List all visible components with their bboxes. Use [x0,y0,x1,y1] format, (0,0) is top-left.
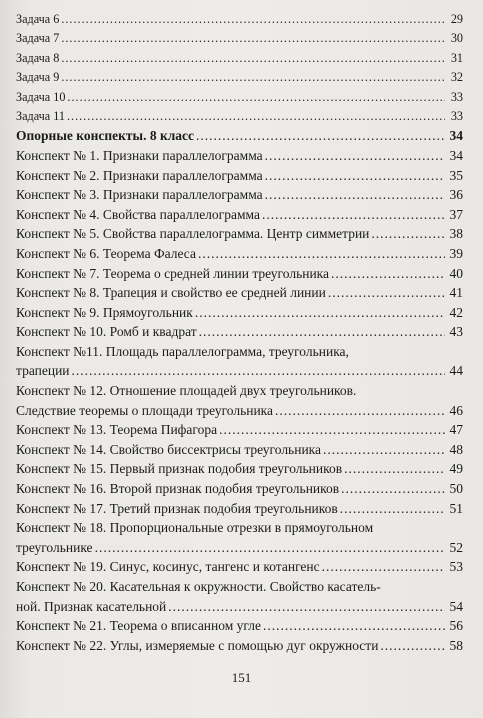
toc-entry-page: 36 [449,187,463,203]
toc-entry-multiline [16,577,463,616]
dot-leader [199,322,445,342]
toc-entry [16,205,463,225]
toc-entry-title: Конспект № 2. Признаки параллелограмма [16,167,263,183]
toc-entry-title: Конспект № 8. Трапеция и свойство ее средней линии [16,285,326,301]
toc-entry-title-line2: треугольнике [16,539,93,555]
toc-entry [16,185,463,205]
toc-entry-page: 50 [449,481,463,497]
table-of-contents [16,10,463,655]
toc-entry-title: Конспект № 6. Теорема Фалеса [16,245,196,261]
toc-entry [16,420,463,440]
toc-entry-title: Конспект № 17. Третий признак подобия треугольников [16,500,338,516]
toc-entry-title: Задача 8 [16,50,60,65]
page-number: 151 [231,670,252,685]
toc-entry-title: Конспект № 7. Теорема о средней линии треугольника [16,265,330,281]
dot-leader [331,264,445,284]
toc-entry-title-line2: ной. Признак касательной [16,598,167,614]
toc-entry-title: Конспект № 1. Признаки параллелограмма [16,147,263,163]
toc-entry-page: 56 [449,618,463,634]
toc-entry-page: 38 [449,226,463,242]
toc-entry [16,264,463,284]
toc-entry-title: Конспект № 3. Признаки параллелограмма [16,187,263,203]
toc-entry [16,10,463,29]
toc-entry-page: 37 [449,206,463,222]
dot-leader [195,303,445,323]
dot-leader [265,185,445,205]
toc-entry [16,499,463,519]
dot-leader [72,361,445,381]
toc-entry-title: Задача 9 [16,70,60,85]
toc-entry-page: 41 [449,285,463,301]
toc-entry [16,303,463,323]
dot-leader [168,597,445,617]
dot-leader [61,29,445,48]
dot-leader [198,244,445,264]
toc-entry-title-line2: Следствие теоремы о площади треугольника [16,402,274,418]
dot-leader [341,479,445,499]
toc-entry-multiline [16,381,463,420]
dot-leader [265,166,445,186]
section-page: 34 [449,128,463,144]
toc-entry-page: 33 [450,108,463,123]
toc-entry [16,29,463,48]
toc-entry-title: Конспект № 5. Свойства параллелограмма. Центр симметрии [16,226,370,242]
dot-leader [328,283,445,303]
dot-leader [219,420,445,440]
toc-entry [16,283,463,303]
toc-entry-page: 31 [450,50,463,65]
toc-entry [16,440,463,460]
toc-entry-page: 34 [449,147,463,163]
dot-leader [265,146,445,166]
toc-entry-title-line1: Конспект № 18. Пропорциональные отрезки в прямоугольном [16,520,374,536]
toc-entry [16,244,463,264]
toc-entry-title: Конспект № 15. Первый признак подобия треугольников [16,461,343,477]
toc-entry [16,322,463,342]
dot-leader [61,10,445,29]
toc-entry [16,107,463,126]
toc-entry-title: Задача 10 [16,89,66,104]
toc-entry [16,68,463,87]
section-title: Опорные конспекты. 8 класс [16,128,195,144]
toc-entry-title: Задача 11 [16,108,65,123]
toc-entry-multiline [16,342,463,381]
toc-entry [16,636,463,656]
toc-entry-page: 32 [450,70,463,85]
toc-entry-page: 44 [449,363,463,379]
dot-leader [95,538,445,558]
toc-entry [16,557,463,577]
toc-entry-page: 35 [449,167,463,183]
toc-entry [16,146,463,166]
toc-entry-title: Конспект № 4. Свойства параллелограмма [16,206,260,222]
dot-leader [340,499,445,519]
dot-leader [323,440,445,460]
toc-entry-page: 30 [450,31,463,46]
toc-entry-page: 42 [449,304,463,320]
toc-entry-multiline [16,518,463,557]
toc-entry-title: Конспект № 22. Углы, измеряемые с помощью дуг окружности [16,637,379,653]
toc-entry-page: 49 [449,461,463,477]
toc-entry-title: Задача 7 [16,31,60,46]
toc-entry-page: 29 [450,12,463,26]
toc-entry [16,459,463,479]
dot-leader [67,88,445,107]
dot-leader [67,107,445,126]
toc-entry-title: Конспект № 9. Прямоугольник [16,304,193,320]
toc-entry-title: Задача 6 [16,12,60,26]
toc-entry-page: 51 [449,500,463,516]
toc-entry-page: 39 [449,245,463,261]
toc-entry [16,479,463,499]
toc-entry [16,49,463,68]
toc-entry-title-line1: Конспект № 20. Касательная к окружности. Свойство касатель- [16,579,381,594]
toc-entry-page: 52 [449,539,463,555]
toc-entry-page: 54 [449,598,463,614]
toc-entry-title-line1: Конспект №11. Площадь параллелограмма, треугольника, [16,343,349,359]
toc-entry-page: 53 [449,559,463,575]
toc-entry-title: Конспект № 10. Ромб и квадрат [16,324,197,340]
toc-entry-page: 48 [449,441,463,457]
toc-section-heading [16,126,463,146]
toc-entry-title: Конспект № 16. Второй признак подобия треугольников [16,481,340,497]
toc-entry [16,224,463,244]
toc-entry [16,166,463,186]
dot-leader [275,401,445,421]
toc-entry-title: Конспект № 21. Теорема о вписанном угле [16,618,261,634]
toc-entry-page: 40 [449,265,463,281]
dot-leader [61,68,445,87]
dot-leader [263,616,445,636]
toc-entry-title: Конспект № 19. Синус, косинус, тангенс и котангенс [16,559,320,575]
toc-entry-title: Конспект № 14. Свойство биссектрисы треугольника [16,441,322,457]
dot-leader [196,126,445,146]
dot-leader [262,205,445,225]
toc-entry-page: 43 [449,324,463,340]
toc-entry-page: 58 [449,637,463,653]
dot-leader [344,459,445,479]
toc-entry [16,88,463,107]
dot-leader [322,557,445,577]
toc-entry-title-line2: трапеции [16,363,70,379]
dot-leader [371,224,445,244]
dot-leader [61,49,445,68]
toc-entry-title: Конспект № 13. Теорема Пифагора [16,422,218,438]
toc-entry-title-line1: Конспект № 12. Отношение площадей двух треугольников. [16,383,357,399]
dot-leader [380,636,445,656]
toc-entry-page: 47 [449,422,463,438]
toc-entry-page: 46 [449,402,463,418]
toc-entry [16,616,463,636]
toc-entry-page: 33 [450,89,463,104]
